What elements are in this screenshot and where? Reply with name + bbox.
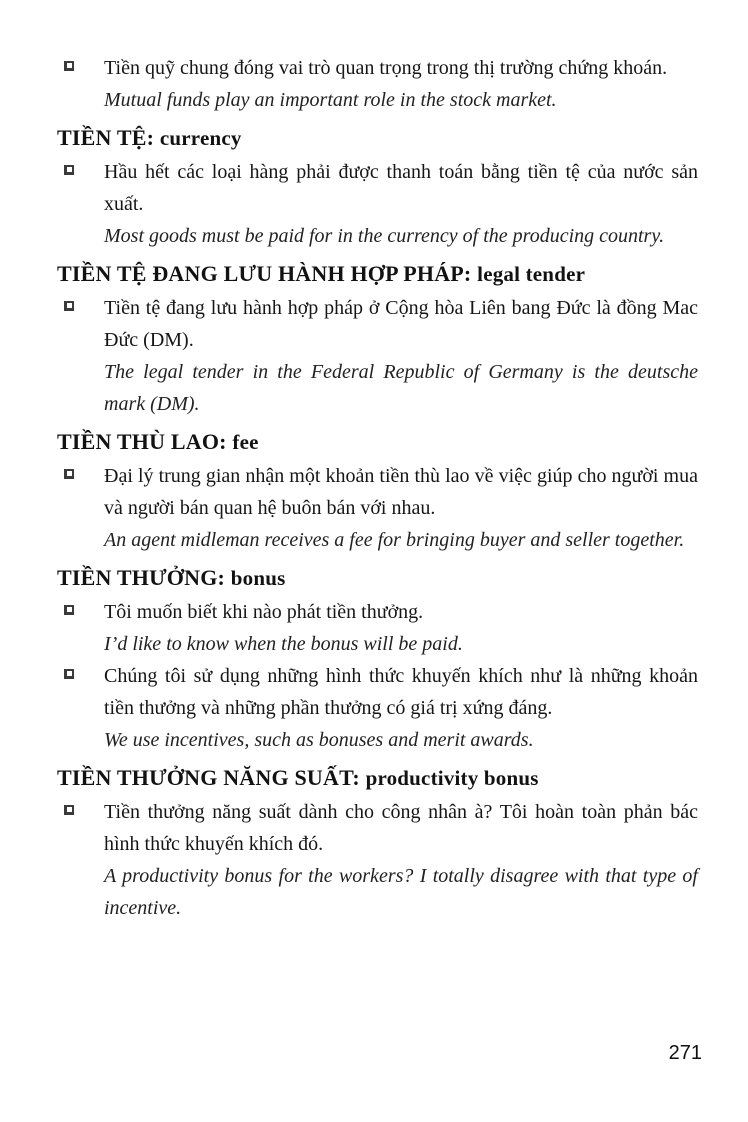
entry-heading <box>57 258 698 290</box>
entry-translation: legal tender <box>477 262 586 286</box>
square-bullet-icon <box>64 301 74 311</box>
example-item <box>57 156 698 252</box>
entry-heading <box>57 426 698 458</box>
example-item <box>57 292 698 420</box>
square-bullet-icon <box>64 61 74 71</box>
entry-translation: bonus <box>230 566 286 590</box>
square-bullet-icon <box>64 669 74 679</box>
vietnamese-sentence: Chúng tôi sử dụng những hình thức khuyến khích như là những khoản tiền thưởng và những phần thưởng có giá trị xứng đáng. <box>104 665 698 719</box>
square-bullet-icon <box>64 165 74 175</box>
entry-translation: fee <box>232 430 259 454</box>
entry-heading <box>57 762 698 794</box>
vietnamese-sentence: Tiền thưởng năng suất dành cho công nhân à? Tôi hoàn toàn phản bác hình thức khuyến khích đó. <box>104 801 698 855</box>
vietnamese-sentence: Tiền tệ đang lưu hành hợp pháp ở Cộng hòa Liên bang Đức là đồng Mac Đức (DM). <box>104 297 698 351</box>
entry-term: TIỀN THƯỞNG: <box>57 565 226 590</box>
square-bullet-icon <box>64 605 74 615</box>
english-translation: A productivity bonus for the workers? I totally disagree with that type of incentive. <box>104 865 698 919</box>
english-translation: The legal tender in the Federal Republic of Germany is the deutsche mark (DM). <box>104 361 698 415</box>
vietnamese-sentence: Tiền quỹ chung đóng vai trò quan trọng trong thị trường chứng khoán. <box>104 57 668 79</box>
entry-translation: currency <box>159 126 242 150</box>
entry-heading <box>57 562 698 594</box>
example-item <box>57 460 698 556</box>
english-translation: Most goods must be paid for in the currency of the producing country. <box>104 225 665 247</box>
entry-term: TIỀN TỆ: <box>57 125 155 150</box>
vietnamese-sentence: Đại lý trung gian nhận một khoản tiền thù lao về việc giúp cho người mua và người bán quan hệ buôn bán với nhau. <box>104 465 698 519</box>
vietnamese-sentence: Tôi muốn biết khi nào phát tiền thưởng. <box>104 601 424 623</box>
square-bullet-icon <box>64 805 74 815</box>
example-item <box>57 596 698 660</box>
entry-translation: productivity bonus <box>365 766 539 790</box>
example-item <box>57 660 698 756</box>
vietnamese-sentence: Hầu hết các loại hàng phải được thanh toán bằng tiền tệ của nước sản xuất. <box>104 161 698 215</box>
example-item <box>57 52 698 116</box>
english-translation: We use incentives, such as bonuses and merit awards. <box>104 729 534 751</box>
page-number: 271 <box>668 1042 702 1064</box>
entry-term: TIỀN TỆ ĐANG LƯU HÀNH HỢP PHÁP: <box>57 261 472 286</box>
english-translation: Mutual funds play an important role in the stock market. <box>104 89 557 111</box>
entry-heading <box>57 122 698 154</box>
english-translation: I’d like to know when the bonus will be paid. <box>104 633 463 655</box>
example-item <box>57 796 698 924</box>
square-bullet-icon <box>64 469 74 479</box>
entry-term: TIỀN THÙ LAO: <box>57 429 227 454</box>
entry-term: TIỀN THƯỞNG NĂNG SUẤT: <box>57 765 360 790</box>
english-translation: An agent midleman receives a fee for bringing buyer and seller together. <box>104 529 685 551</box>
